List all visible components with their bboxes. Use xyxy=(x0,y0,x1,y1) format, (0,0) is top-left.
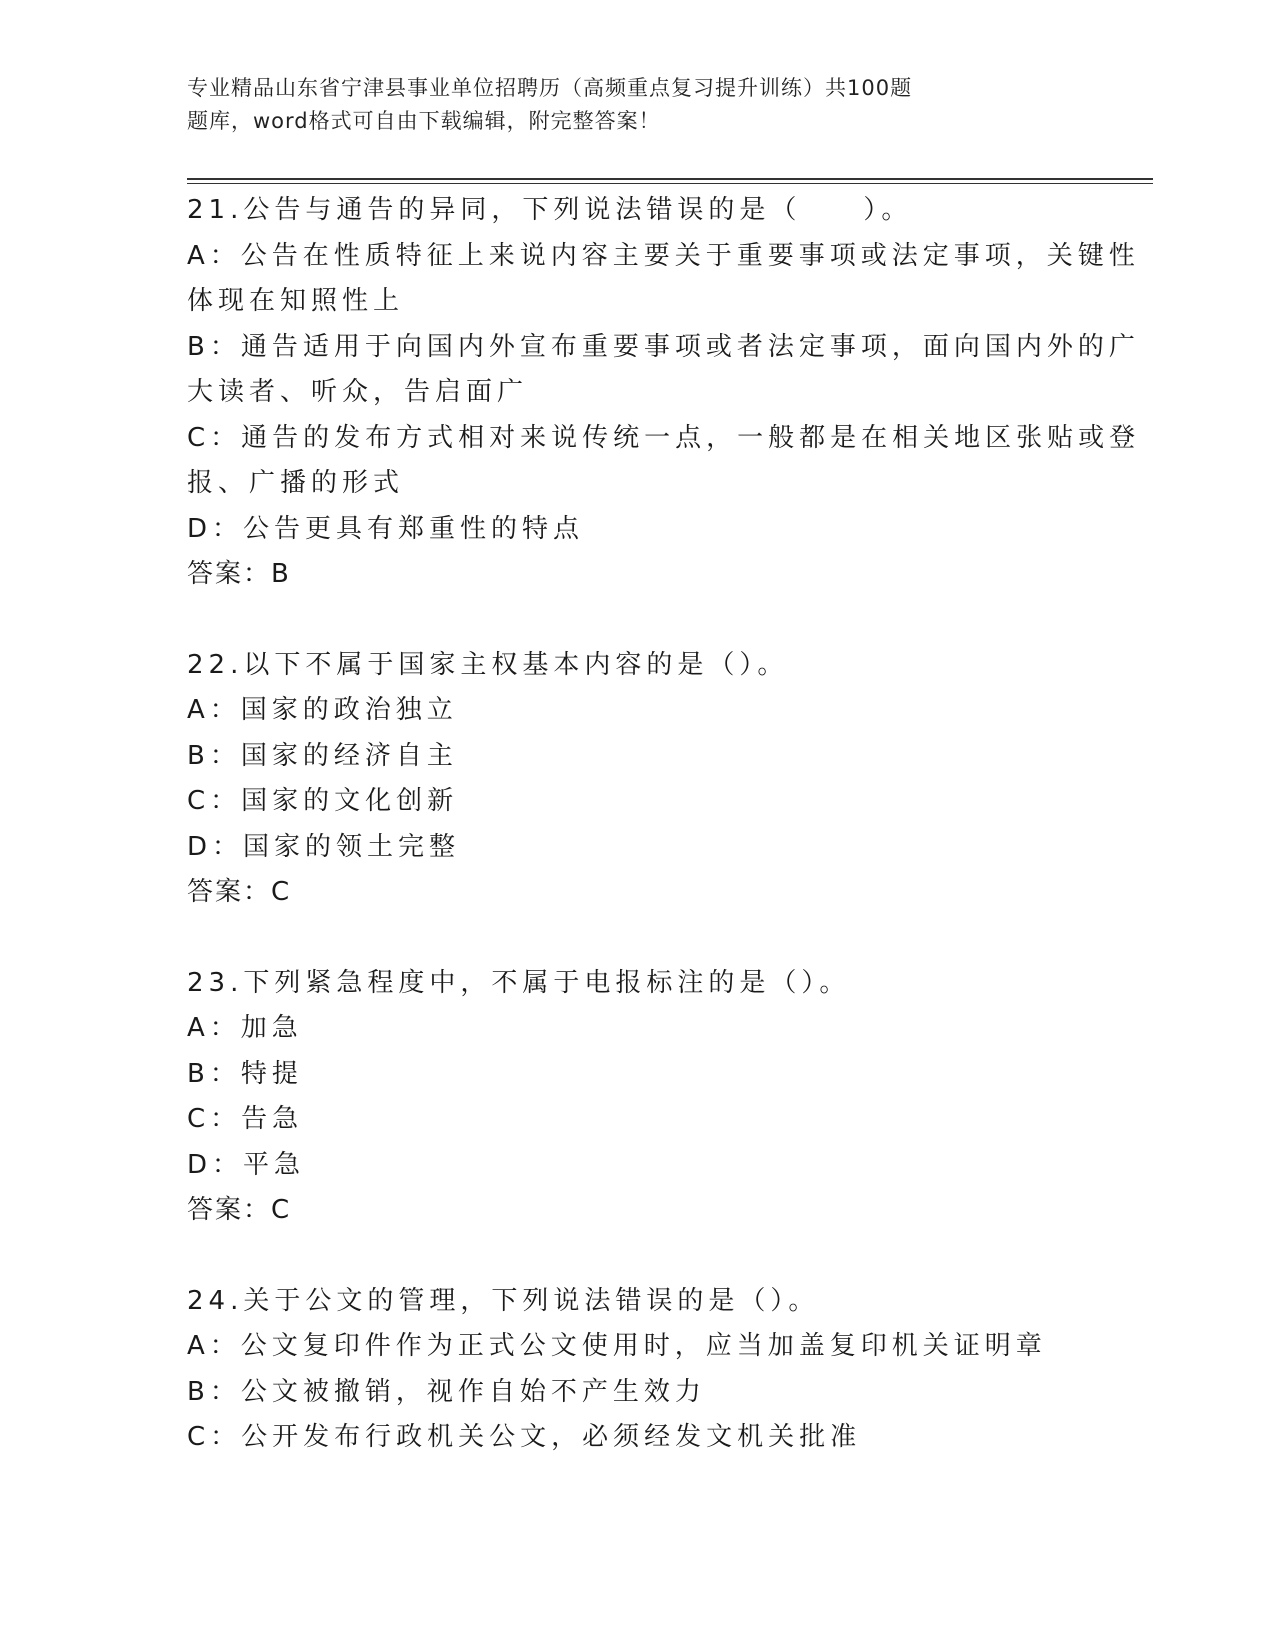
option-a-line-1: A：公告在性质特征上来说内容主要关于重要事项或法定事项，关键性 xyxy=(187,240,1140,271)
question-24 xyxy=(187,1279,1087,1461)
option-c: C：公开发布行政机关公文，必须经发文机关批准 xyxy=(187,1422,862,1452)
option-d: D：公告更具有郑重性的特点 xyxy=(187,513,585,544)
option-a: A：国家的政治独立 xyxy=(187,695,458,725)
option-c-line-1: C：通告的发布方式相对来说传统一点，一般都是在相关地区张贴或登 xyxy=(187,422,1141,453)
question-stem: 23.下列紧急程度中，不属于电报标注的是（）。 xyxy=(187,967,851,998)
header-divider-thick xyxy=(187,178,1153,180)
question-stem: 21.公告与通告的异同，下列说法错误的是（ ）。 xyxy=(187,195,913,225)
option-b: B：公文被撤销，视作自始不产生效力 xyxy=(187,1376,706,1407)
option-a: A：加急 xyxy=(187,1013,303,1043)
option-b: B：国家的经济自主 xyxy=(187,740,458,771)
question-22 xyxy=(187,643,1087,916)
answer-label: 答案：B xyxy=(187,559,291,589)
question-stem: 22.以下不属于国家主权基本内容的是（）。 xyxy=(187,649,789,680)
question-list xyxy=(187,188,1141,1506)
header-divider-thin xyxy=(187,183,1153,184)
option-b-line-1: B：通告适用于向国内外宣布重要事项或者法定事项，面向国内外的广 xyxy=(187,331,1140,362)
option-d: D：平急 xyxy=(187,1149,306,1180)
answer-label: 答案：C xyxy=(187,1195,292,1225)
option-c-line-2: 报、广播的形式 xyxy=(187,468,405,498)
question-21 xyxy=(187,188,1141,598)
option-d: D：国家的领土完整 xyxy=(187,831,461,862)
option-c: C：国家的文化创新 xyxy=(187,786,459,816)
header-line-1: 专业精品山东省宁津县事业单位招聘历（高频重点复习提升训练）共100题 xyxy=(187,76,913,100)
option-c: C：告急 xyxy=(187,1104,304,1134)
answer-label: 答案：C xyxy=(187,877,292,907)
option-b: B：特提 xyxy=(187,1058,303,1089)
option-a-line-2: 体现在知照性上 xyxy=(187,286,405,316)
question-stem: 24.关于公文的管理，下列说法错误的是（）。 xyxy=(187,1285,820,1316)
option-a: A：公文复印件作为正式公文使用时，应当加盖复印机关证明章 xyxy=(187,1331,1047,1361)
option-b-line-2: 大读者、听众，告启面广 xyxy=(187,377,529,407)
question-23 xyxy=(187,961,1087,1234)
document-header xyxy=(187,72,1047,138)
header-line-2: 题库，word格式可自由下载编辑，附完整答案！ xyxy=(187,109,661,133)
